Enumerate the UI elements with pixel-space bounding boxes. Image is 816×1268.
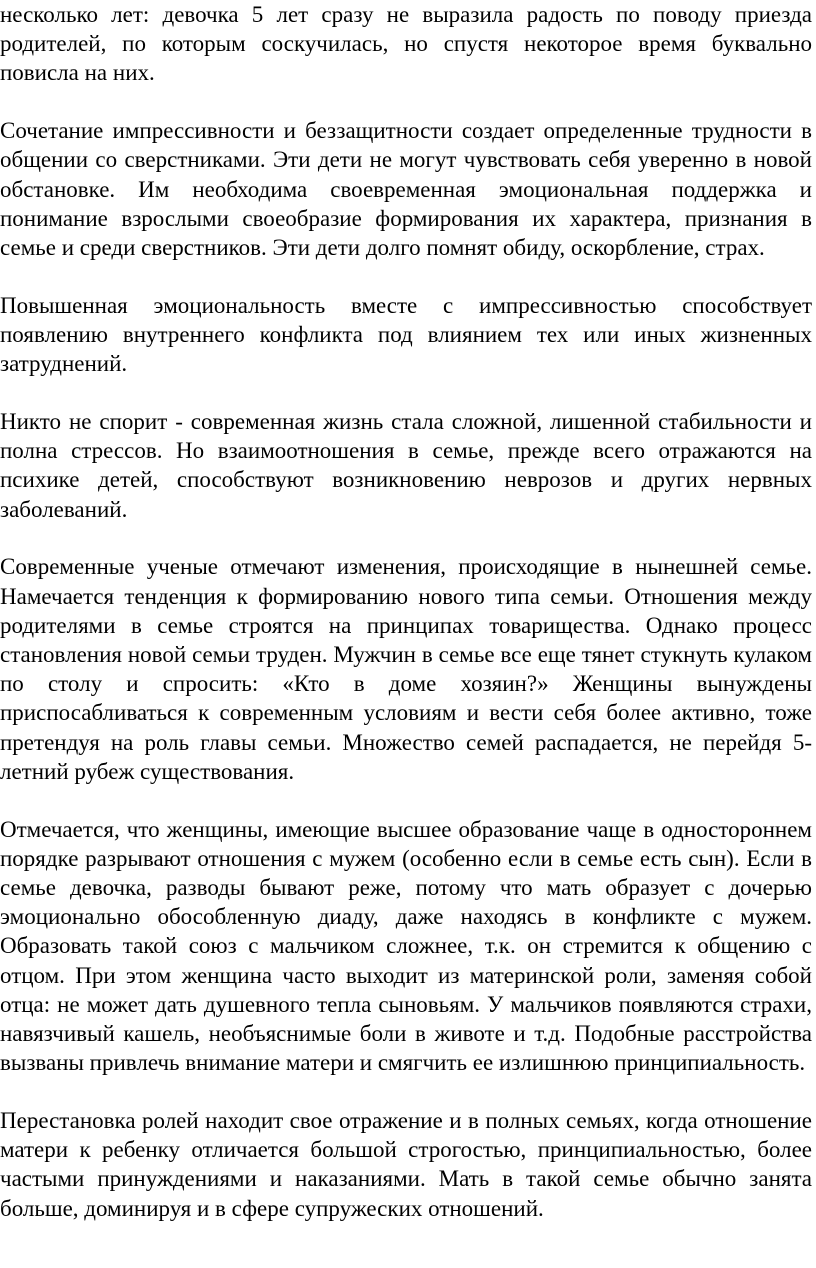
paragraph-5: Современные ученые отмечают изменения, происходящие в нынешней семье. Намечается тенденция к формированию нового типа семьи. Отношения между родителями в семье строятся на принципах товарищества. Однако процесс становления новой семьи труден. Мужчин в семье все еще тянет стукнуть кулаком по столу и спросить: «Кто в доме хозяин?» Женщины вынуждены приспосабливаться к современным условиям и вести себя более активно, тоже претендуя на роль главы семьи. Множество семей распадается, не перейдя 5-летний рубеж существования. bbox=[0, 554, 812, 784]
paragraph-3: Повышенная эмоциональность вместе с импрессивностью способствует появлению внутреннего конфликта под влиянием тех или иных жизненных затруднений. bbox=[0, 292, 812, 377]
paragraph-2: Сочетание импрессивности и беззащитности создает определенные трудности в общении со сверстниками. Эти дети не могут чувствовать себя уверенно в новой обстановке. Им необходима своевременная эмоциональная поддержка и понимание взрослыми своеобразие формирования их характера, признания в семье и среди сверстников. Эти дети долго помнят обиду, оскорбление, страх. bbox=[0, 118, 812, 261]
paragraph-7: Перестановка ролей находит свое отражение и в полных семьях, когда отношение матери к ребенку отличается большой строгостью, принципиальностью, более частыми принуждениями и наказаниями. Мать в такой семье обычно занята больше, доминируя и в сфере супружеских отношений. bbox=[0, 1108, 812, 1221]
paragraph-4: Никто не спорит - современная жизнь стала сложной, лишенной стабильности и полна стрессов. Но взаимоотношения в семье, прежде всего отражаются на психике детей, способствуют возникновению неврозов и других нервных заболеваний. bbox=[0, 409, 812, 522]
paragraph-1: несколько лет: девочка 5 лет сразу не выразила радость по поводу приезда родителей, по которым соскучилась, но спустя некоторое время буквально повисла на них. bbox=[0, 2, 812, 86]
paragraph-6: Отмечается, что женщины, имеющие высшее образование чаще в одностороннем порядке разрывают отношения с мужем (особенно если в семье есть сын). Если в семье девочка, разводы бывают реже, потому что мать образует с дочерью эмоционально обособленную диаду, даже находясь в конфликте с мужем. Образовать такой союз с мальчиком сложнее, т.к. он стремится к общению с отцом. При этом женщина часто выходит из материнской роли, заменяя собой отца: не может дать душевного тепла сыновьям. У мальчиков появляются страхи, навязчивый кашель, необъяснимые боли в животе и т.д. Подобные расстройства вызваны привлечь внимание матери и смягчить ее излишнюю принципиальность. bbox=[0, 816, 812, 1076]
